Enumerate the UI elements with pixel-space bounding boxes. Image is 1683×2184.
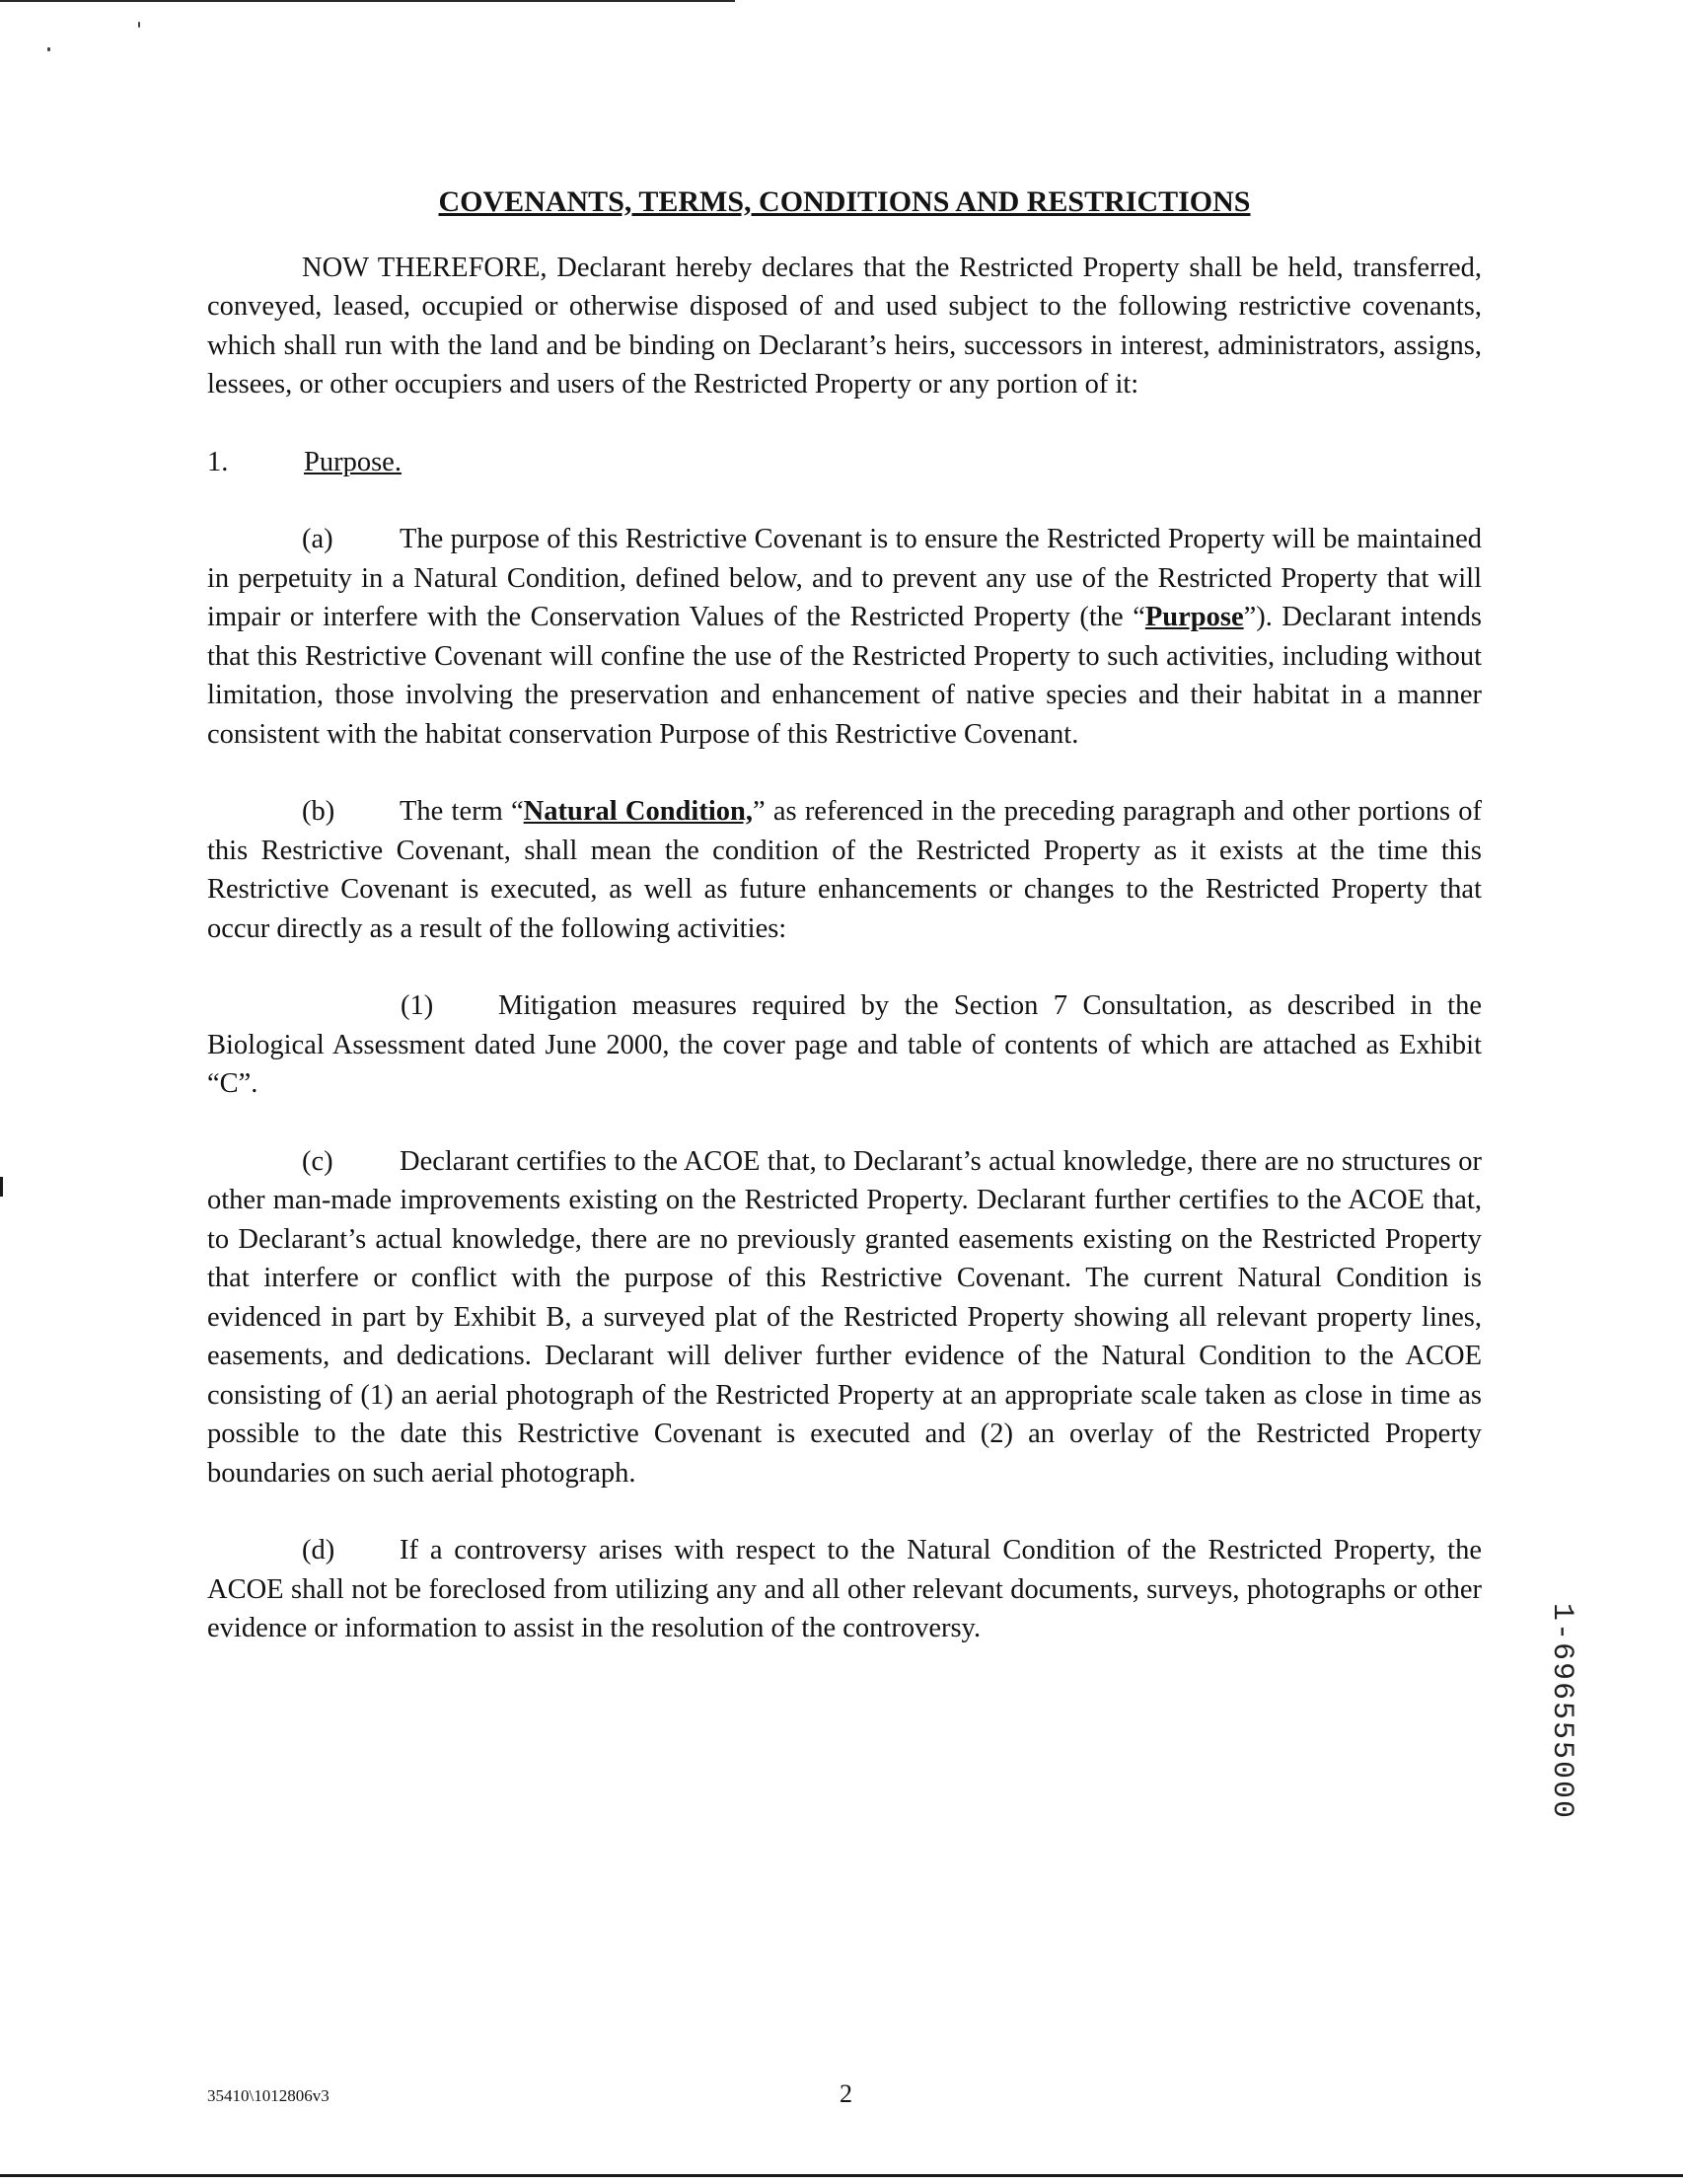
paragraph-text: The purpose of this Restrictive Covenant is to ensure the Restricted Property will be maintained in perpetuity in a Natural Condition, defined below, and to prevent any use of the Restricted Property that will impair or interfere with the Conservation Values of the Restricted Property (the “ [207, 524, 1482, 632]
defined-term-purpose: Purpose [1144, 602, 1244, 632]
section-1-heading [207, 443, 1482, 482]
paragraph-text: Mitigation measures required by the Section 7 Consultation, as described in the Biological Assessment dated June 2000, the cover page and table of contents of which are attached as Exhibit “C”. [207, 990, 1482, 1099]
paragraph-label: (d) [302, 1535, 335, 1565]
paragraph-text: Declarant certifies to the ACOE that, to Declarant’s actual knowledge, there are no structures or other man-made improvements existing on the Restricted Property. Declarant further certifies to the ACOE that, to Declarant’s actual knowledge, there are no previously granted easements existing on the Restricted Property that interfere or conflict with the purpose of this Restrictive Covenant. The current Natural Condition is evidenced in part by Exhibit B, a surveyed plat of the Restricted Property showing all relevant property lines, easements, and dedications. Declarant will deliver further evidence of the Natural Condition to the ACOE consisting of (1) an aerial photograph of the Restricted Property at an appropriate scale taken as close in time as possible to the date this Restrictive Covenant is executed and (2) an overlay of the Restricted Property boundaries on such aerial photograph. [207, 1145, 1482, 1489]
paragraph-text: ”). Declarant intends that this Restrictive Covenant will confine the use of the Restricted Property to such activities, including without limitation, those involving the preservation and enhancement of native species and their habitat in a manner consistent with the habitat conservation Purpose of this Restrictive Covenant. [207, 602, 1482, 750]
scan-speck [138, 22, 140, 28]
defined-term-natural-condition: Natural Condition, [523, 796, 753, 827]
paragraph-text: The term “ [400, 796, 524, 827]
footer-page-number: 2 [840, 2079, 852, 2108]
document-title: COVENANTS, TERMS, CONDITIONS AND RESTRICTIONS [438, 185, 1251, 218]
paragraph-label: (1) [401, 990, 434, 1021]
footer-document-id: 35410\1012806v3 [207, 2086, 329, 2105]
spacer [207, 754, 1482, 792]
section-title: Purpose. [304, 446, 402, 477]
spacer [207, 404, 1482, 443]
paragraph-label: (a) [302, 524, 333, 554]
scan-edge-bottom [0, 2174, 1683, 2177]
scan-edge-mark-left [0, 1177, 3, 1197]
paragraph-a [207, 520, 1482, 754]
spacer [207, 1104, 1482, 1142]
paragraph-label: (b) [302, 796, 335, 827]
intro-paragraph: NOW THEREFORE, Declarant hereby declares that the Restricted Property shall be held, transferred, conveyed, leased, occupied or otherwise disposed of and used subject to the following restrictive covenants, which shall run with the land and be binding on Declarant’s heirs, successors in interest, administrators, assigns, lessees, or other occupiers and users of the Restricted Property or any portion of it: [207, 252, 1482, 400]
section-number: 1. [207, 446, 229, 477]
scan-speck [47, 47, 50, 51]
paragraph-b-1 [207, 986, 1482, 1104]
paragraph-b [207, 792, 1482, 948]
paragraph-label: (c) [302, 1145, 333, 1177]
scan-edge-top [0, 0, 735, 2]
bates-stamp: 1-696555000 [1545, 1603, 1578, 1821]
paragraph-c [207, 1142, 1482, 1493]
document-body [207, 182, 1482, 1648]
spacer [207, 481, 1482, 520]
paragraph-text: ” as referenced in the preceding paragraph and other portions of this Restrictive Covenant, shall mean the condition of the Restricted Property as it exists at the time this Restrictive Covenant is executed, as well as future enhancements or changes to the Restricted Property that occur directly as a result of the following activities: [207, 796, 1483, 944]
spacer [207, 948, 1482, 986]
spacer [207, 1492, 1482, 1531]
paragraph-text: If a controversy arises with respect to the Natural Condition of the Restricted Property, the ACOE shall not be foreclosed from utilizing any and all other relevant documents, surveys, photographs or other evidence or information to assist in the resolution of the controversy. [207, 1535, 1482, 1643]
paragraph-d [207, 1531, 1482, 1648]
